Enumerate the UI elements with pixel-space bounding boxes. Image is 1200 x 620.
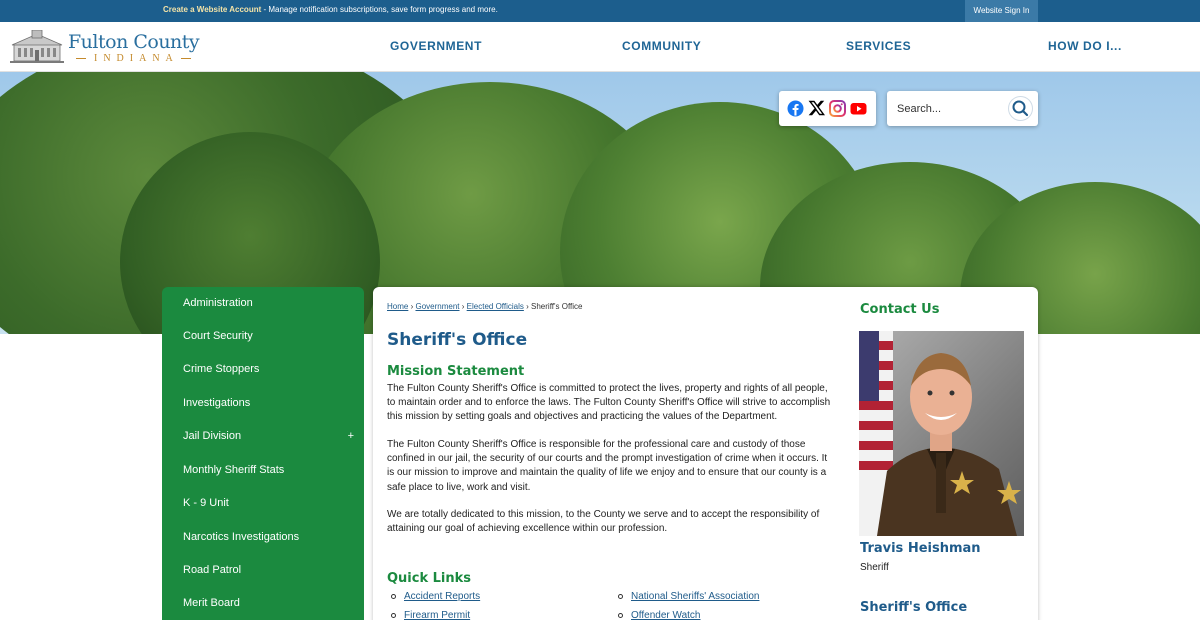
sidebar-item-label: Jail Division [183, 430, 242, 442]
bullet-icon [618, 613, 623, 618]
quick-link-item [391, 591, 480, 602]
expand-plus-icon[interactable]: + [347, 430, 354, 442]
account-message-text: - Manage notification subscriptions, save form progress and more. [261, 5, 498, 14]
breadcrumb-current: Sheriff's Office [531, 302, 583, 311]
mission-paragraph-3: We are totally dedicated to this mission, to the County we serve and to accept the responsibility of attaining our goal of achieving excellence within our profession. [387, 509, 820, 535]
mission-heading: Mission Statement [387, 364, 525, 379]
search-box [887, 91, 1038, 126]
bullet-icon [391, 594, 396, 599]
sidebar-item-merit-board[interactable] [162, 587, 364, 620]
quick-link-item [618, 591, 759, 602]
quick-link-national-sheriffs-association[interactable]: National Sheriffs' Association [631, 591, 760, 602]
search-button[interactable] [1008, 96, 1033, 121]
bullet-icon [391, 613, 396, 618]
mission-paragraph-2: The Fulton County Sheriff's Office is responsible for the professional care and custody of those confined in our jail, the security of our courts and the prompt investigation of crime when it occurs. It is our mission to improve and maintain the quality of life we enjoy and to ensure that our county is a safe place to live, work and visit. [387, 439, 828, 493]
facebook-icon[interactable] [787, 100, 804, 117]
sidebar-item-label: Court Security [183, 330, 253, 342]
sidebar-item-label: Administration [183, 297, 253, 309]
top-utility-bar [0, 0, 1200, 22]
breadcrumb-separator: › [410, 302, 414, 311]
nav-how-do-i[interactable]: HOW DO I... [1048, 39, 1122, 53]
sidebar-nav [162, 287, 364, 620]
sheriff-photo [859, 331, 1024, 536]
sidebar-item-court-security[interactable] [162, 320, 364, 353]
breadcrumb-elected-officials[interactable]: Elected Officials [466, 302, 524, 311]
page-title: Sheriff's Office [387, 330, 528, 350]
logo-subtitle-text: INDIANA [94, 53, 179, 64]
quick-link-item [618, 610, 700, 620]
breadcrumb [387, 302, 583, 311]
nav-government[interactable]: GOVERNMENT [390, 39, 483, 53]
youtube-icon[interactable] [850, 100, 867, 117]
sidebar-item-label: K - 9 Unit [183, 497, 229, 509]
sidebar-item-road-patrol[interactable] [162, 554, 364, 587]
site-logo[interactable] [10, 28, 200, 66]
breadcrumb-government[interactable]: Government [415, 302, 460, 311]
contact-heading: Contact Us [860, 302, 940, 317]
sheriff-name: Travis Heishman [860, 541, 981, 556]
nav-services[interactable]: SERVICES [846, 39, 912, 53]
create-account-link[interactable]: Create a Website Account [163, 5, 262, 14]
sidebar-item-jail-division[interactable] [162, 420, 364, 453]
bullet-icon [618, 594, 623, 599]
courthouse-icon [10, 30, 64, 64]
search-icon [1009, 97, 1032, 120]
quick-link-item [391, 610, 470, 620]
quick-links-heading: Quick Links [387, 571, 472, 586]
breadcrumb-separator: › [526, 302, 529, 311]
breadcrumb-home[interactable]: Home [387, 302, 409, 311]
quick-link-firearm-permit[interactable]: Firearm Permit [404, 610, 471, 620]
sidebar-item-administration[interactable] [162, 287, 364, 320]
office-heading: Sheriff's Office [860, 600, 968, 615]
sidebar-item-label: Road Patrol [183, 564, 242, 576]
sidebar-item-label: Narcotics Investigations [183, 531, 300, 543]
sidebar-item-label: Merit Board [183, 597, 240, 609]
sidebar-item-k9-unit[interactable] [162, 487, 364, 520]
sheriff-role: Sheriff [860, 562, 889, 573]
social-links [779, 91, 876, 126]
site-header [0, 22, 1200, 72]
nav-community[interactable]: COMMUNITY [622, 39, 702, 53]
website-sign-in-button[interactable]: Website Sign In [965, 0, 1038, 22]
search-input[interactable] [897, 100, 1002, 118]
sidebar-item-crime-stoppers[interactable] [162, 353, 364, 386]
sidebar-item-investigations[interactable] [162, 387, 364, 420]
quick-link-offender-watch[interactable]: Offender Watch [631, 610, 701, 620]
sidebar-item-label: Monthly Sheriff Stats [183, 464, 285, 476]
sidebar-item-label: Crime Stoppers [183, 363, 260, 375]
quick-link-accident-reports[interactable]: Accident Reports [404, 591, 481, 602]
x-icon[interactable] [808, 100, 825, 117]
sidebar-item-label: Investigations [183, 397, 251, 409]
logo-subtitle [76, 53, 191, 64]
logo-title: Fulton County [68, 31, 200, 53]
sidebar-item-narcotics-investigations[interactable] [162, 521, 364, 554]
mission-paragraph-1: The Fulton County Sheriff's Office is committed to protect the lives, property and rights of all people, to maintain order and to enforce the laws. The Fulton County Sheriff's Office will strive to accomplish this mission by setting goals and objectives and practicing the values of the Department. [387, 383, 831, 423]
sidebar-item-monthly-sheriff-stats[interactable] [162, 454, 364, 487]
instagram-icon[interactable] [829, 100, 846, 117]
breadcrumb-separator: › [461, 302, 465, 311]
account-message [163, 5, 498, 14]
